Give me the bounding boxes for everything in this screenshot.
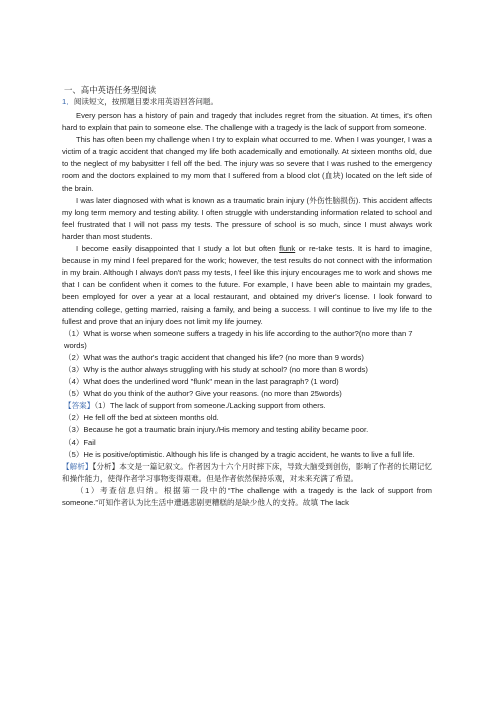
answer-tag: 【答案】 [64, 401, 95, 411]
question-1: （1）What is worse when someone suffers a tragedy in his life according to the author?(no more than 7 words) [64, 328, 413, 350]
answer-2: （2）He fell off the bed at sixteen months old. [64, 413, 219, 423]
passage-paragraph-2: This has often been my challenge when I try to explain what occurred to me. When I was younger, I was a victim of a tragic accident that changed my life both academically and emotionally. At sixteen months old, due to the neglect of my babysitter I fell off the bed. The injury was so severe that I was rushed to the emergency room and the doctors explained to my mom that I suffered from a blood clot (血块) located on the left side of the brain. [62, 135, 432, 193]
question-heading [62, 96, 432, 108]
passage-paragraph-4 [62, 243, 432, 328]
document-content [62, 84, 432, 509]
answer-line-1 [62, 400, 432, 412]
paragraph-4-start: I become easily disappointed that I study a lot but often [76, 244, 280, 254]
question-3: （3）Why is the author always struggling with his study at school? (no more than 8 words) [64, 364, 368, 374]
question-number: 1． [62, 97, 74, 106]
analysis-text: 【分析】本文是一篇记叙文。作者因为十六个月时摔下床，导致大脑受到创伤，影响了作者的长期记忆和操作能力，使得作者学习事物变得艰难。但是作者依然保持乐观，对未来充满了希望。 [62, 461, 433, 483]
question-4: （4）What does the underlined word "flunk" mean in the last paragraph? (1 word) [64, 377, 339, 387]
analysis-tag: 【解析】 [62, 461, 93, 471]
answer-1: （1）The lack of support from someone./Lacking support from others. [94, 401, 326, 411]
question-2: （2）What was the author's tragic accident that changed his life? (no more than 9 words) [64, 352, 364, 362]
answer-3: （3）Because he got a traumatic brain injury./His memory and testing ability became poor. [64, 425, 369, 435]
analysis-point-1: （1）考查信息归纳。根据第一段中的“The challenge with a tragedy is the lack of support from someone.”可知作者认为比生活中遭遇悲剧更糟糕的是缺少他人的支持。故填 The lack [62, 485, 432, 507]
question-instruction: 阅读短文，按照题目要求用英语回答问题。 [73, 97, 219, 106]
underlined-word-flunk: flunk [279, 244, 296, 254]
question-5: （5）What do you think of the author? Give your reasons. (no more than 25words) [64, 389, 342, 399]
paragraph-4-end: or re-take tests. It is hard to imagine, because in my mind I feel prepared for the work; however, the test results do not connect with the information in my brain. Although I always don't pass my tests, I feel like this injury encourages me to work and shows me that I can be confident when it comes to the future. For example, I have been able to maintain my grades, been employed for over a year at a local restaurant, and obtained my driver's license. I look forward to attending college, getting married, raising a family, and being a success. I will continue to live my life to the fullest and prove that an injury does not limit my life journey. [62, 244, 432, 326]
answer-5: （5）He is positive/optimistic. Although his life is changed by a tragic accident, he wants to live a full life. [64, 449, 415, 459]
passage-paragraph-3: I was later diagnosed with what is known as a traumatic brain injury (外伤性脑损伤). This accident affects my long term memory and testing ability. I often struggle with understanding information related to school and feel frustrated that I will not pass my tests. The pressure of school is so much, since I must always work harder than most students. [62, 195, 432, 241]
analysis-paragraph [62, 461, 432, 485]
answer-4: （4）Fail [64, 437, 96, 447]
passage-paragraph-1: Every person has a history of pain and tragedy that includes regret from the situation. At times, it's often hard to explain that pain to someone else. The challenge with a tragedy is the lack of support from someone. [62, 111, 432, 133]
section-title: 一、高中英语任务型阅读 [64, 85, 157, 95]
